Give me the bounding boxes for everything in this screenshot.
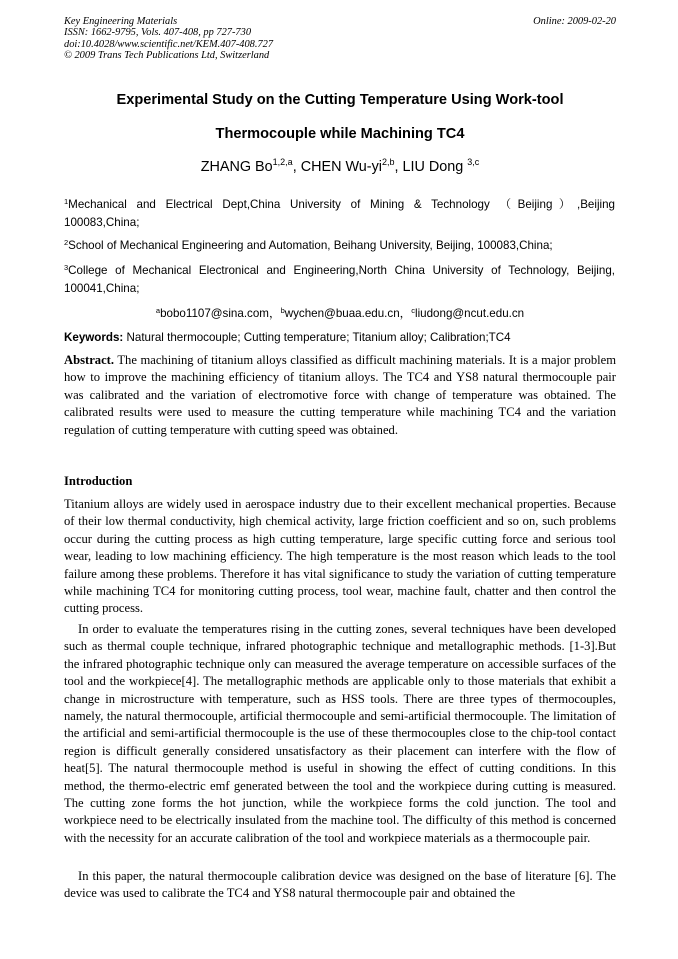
introduction-paragraph-3: In this paper, the natural thermocouple calibration device was designed on the base of literature [6]. The device was used to calibrate the TC4 and YS8 natural thermocouple pair and obtained the — [64, 869, 616, 901]
keywords-text: Natural thermocouple; Cutting temperature; Titanium alloy; Calibration;TC4 — [123, 331, 511, 344]
affiliation-1 — [64, 196, 615, 232]
author-affiliation-mark: 2,b — [381, 157, 395, 167]
email-separator: ， — [399, 307, 412, 320]
author-separator: , — [394, 159, 403, 175]
affiliation-number: 3 — [64, 263, 69, 272]
author-list — [64, 159, 616, 175]
email-address[interactable]: wychen@buaa.edu.cn — [284, 307, 400, 320]
author-affiliation-mark: 1,2,a — [272, 157, 293, 167]
affiliation-text: School of Mechanical Engineering and Automation, Beihang University, Beijing, 100083,China; — [68, 239, 553, 252]
email-mark: a — [155, 306, 161, 315]
affiliation-number: 2 — [64, 238, 69, 247]
email-mark: b — [280, 306, 285, 315]
email-mark: c — [411, 306, 415, 315]
affiliation-number: 1 — [64, 197, 69, 206]
abstract-text: The machining of titanium alloys classified as difficult machining materials. It is a major problem how to improve the machining efficiency of titanium alloys. The TC4 and YS8 natural thermocouple pair was calibrated and the variation of electromotive force with change of temperature was obtained. The calibrated results were used to measure the cutting temperature while machining TC4 and the variation regulation of cutting temperature with cutting speed was obtained. — [64, 353, 616, 437]
email-address[interactable]: bobo1107@sina.com — [160, 307, 269, 320]
author-name: LIU Dong — [402, 159, 464, 175]
paper-title-line-2: Thermocouple while Machining TC4 — [215, 126, 465, 142]
abstract-label: Abstract. — [64, 353, 115, 367]
author-name: ZHANG Bo — [200, 159, 273, 175]
issn-line: ISSN: 1662-9795, Vols. 407-408, pp 727-730 — [64, 27, 252, 39]
introduction-paragraph-1: Titanium alloys are widely used in aerospace industry due to their excellent mechanical properties. Because of their low thermal conductivity, high chemical activity, large friction coefficient and so on, such problems occur during the cutting process as high cutting temperature, large specific cutting force and serious tool wear, leading to low machining efficiency. The high temperature is the most reason which leads to the tool failure among these problems. Therefore it has vital significance to study the variation of cutting temperature while machining TC4 for monitoring cutting process, tool wear, machine fault, chatter and then control the cutting process. — [64, 497, 616, 616]
doi-line: doi:10.4028/www.scientific.net/KEM.407-408.727 — [64, 38, 274, 50]
journal-header — [64, 16, 616, 62]
introduction-paragraph-2: In order to evaluate the temperatures rising in the cutting zones, several techniques have been developed such as thermal couple technique, infrared photographic technique and metallographic methods. [1-3].But the infrared photographic technique only can measured the average temperature on accessible surfaces of the tool and the workpiece[4]. The metallographic methods are applicable only to those materials that exhibit a change in microstructure with temperature, such as HSS tools. There are three types of thermocouples, namely, the natural thermocouple, artificial thermocouple and semi-artificial thermocouple. The limitation of the artificial and semi-artificial thermocouple is the use of these thermocouples close to the chip-tool contact region is difficult generally considered unsatisfactory as their placement can interfere with the flow of heat[5]. The natural thermocouple method is useful in showing the effect of cutting conditions. In this method, the thermo-electric emf generated between the tool and the workpiece during cutting is measured. The cutting zone forms the hot junction, while the workpiece forms the cold junction. The tool and workpiece need to be electrically insulated from the machine tool. The difficulty of this method is concerned with the necessity for an accurate calibration of the tool and workpiece materials as a thermocouple pair. — [64, 622, 616, 845]
journal-name: Key Engineering Materials — [64, 16, 178, 27]
author-affiliation-mark: 3,c — [467, 157, 480, 167]
keywords — [64, 331, 616, 344]
copyright-line: © 2009 Trans Tech Publications Ltd, Switzerland — [64, 50, 270, 62]
online-date: Online: 2009-02-20 — [533, 16, 616, 27]
affiliation-3 — [64, 262, 615, 298]
abstract — [64, 352, 616, 439]
affiliation-text: College of Mechanical Electronical and Engineering,North China University of Technology, Beijing, 100041,China; — [64, 264, 615, 295]
author-name: CHEN Wu-yi — [300, 159, 382, 175]
email-list — [64, 305, 616, 321]
paper-title-line-1: Experimental Study on the Cutting Temperature Using Work-tool — [116, 92, 564, 108]
email-address[interactable]: liudong@ncut.edu.cn — [415, 307, 525, 320]
section-heading-introduction: Introduction — [64, 474, 133, 488]
author-separator: , — [292, 159, 301, 175]
affiliation-2 — [64, 237, 615, 255]
email-separator: ， — [268, 307, 281, 320]
affiliation-text: Mechanical and Electrical Dept,China University of Mining & Technology （Beijing）,Beijing 100083,China; — [64, 198, 615, 229]
keywords-label: Keywords: — [64, 331, 124, 344]
